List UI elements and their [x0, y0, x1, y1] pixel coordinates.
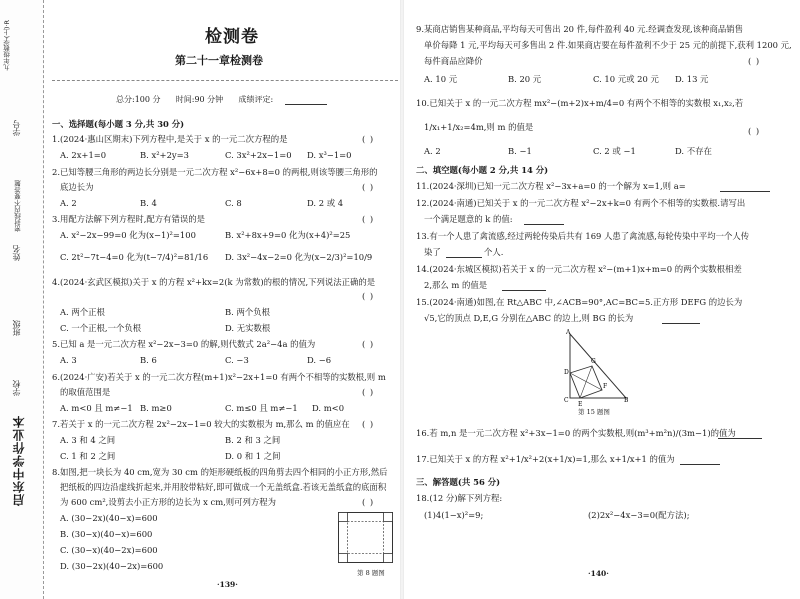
q4-option-b: B. 两个负根 — [225, 307, 270, 317]
q7-answer-paren[interactable]: ( ) — [362, 419, 375, 429]
q14-stem-line1: 14.(2024·东城区模拟)若关于 x 的一元二次方程 x²−(m+1)x+m=0 的两个实数根相差 — [416, 264, 742, 274]
q1-answer-paren[interactable]: ( ) — [362, 134, 375, 144]
seal-note: 密封线内不要答题 — [14, 180, 22, 232]
q5-option-b: B. 6 — [140, 355, 157, 365]
name-label: 姓名 — [12, 245, 21, 261]
section-fill: 二、填空题(每小题 2 分,共 14 分) — [416, 165, 549, 175]
q8-stem-line1: 8.如图,把一块长为 40 cm,宽为 30 cm 的矩形硬纸板的四角剪去四个相同的小正方形,然后 — [52, 467, 388, 477]
q18-part2: (2)2x²−4x−3=0(配方法); — [588, 510, 690, 520]
q2-option-c: C. 8 — [225, 198, 242, 208]
binding-sidebar — [0, 0, 44, 599]
q1-option-b: B. x²+2y=3 — [140, 150, 189, 160]
q3-option-a: A. x²−2x−99=0 化为(x−1)²=100 — [60, 230, 196, 240]
q3-option-c: C. 2t²−7t−4=0 化为(t−7/4)²=81/16 — [60, 252, 209, 262]
page-gutter — [400, 0, 404, 599]
q3-option-b: B. x²+8x+9=0 化为(x+4)²=25 — [225, 230, 351, 240]
svg-text:F: F — [603, 383, 608, 390]
q11-answer-blank[interactable] — [720, 181, 770, 192]
q6-option-a: A. m<0 且 m≠−1 — [60, 403, 133, 413]
exam-meta: 总分:100 分 时间:90 分钟 成绩评定: — [116, 95, 274, 104]
q3-option-d: D. 3x²−4x−2=0 化为(x−2/3)²=10/9 — [225, 252, 373, 262]
q17-answer-blank[interactable] — [680, 454, 720, 465]
q9-option-a: A. 10 元 — [424, 74, 458, 84]
q4-option-a: A. 两个正根 — [60, 307, 105, 317]
q11-stem: 11.(2024·深圳)已知一元二次方程 x²−3x+a=0 的一个解为 x=1,则 a= — [416, 181, 686, 191]
q6-answer-paren[interactable]: ( ) — [362, 387, 375, 397]
q9-stem-line1: 9.某商店销售某种商品,平均每天可售出 20 件,每件盈利 40 元.经调查发现,该种商品销售 — [416, 24, 743, 34]
q16-stem: 16.若 m,n 是一元二次方程 x²+3x−1=0 的两个实数根,则(m³+m²n)/(3m−1)的值为 — [416, 428, 736, 438]
q8-option-c: C. (30−x)(40−2x)=600 — [60, 545, 158, 555]
page-subtitle: 第二十一章检测卷 — [175, 54, 263, 67]
q10-option-a: A. 2 — [424, 146, 441, 156]
q5-option-a: A. 3 — [60, 355, 77, 365]
q13-answer-blank[interactable] — [446, 247, 482, 258]
header-divider — [52, 80, 398, 81]
q4-option-c: C. 一个正根,一个负根 — [60, 323, 142, 333]
q8-answer-paren[interactable]: ( ) — [362, 497, 375, 507]
class-label: 班级 — [12, 320, 21, 336]
figure-15-triangle — [560, 329, 630, 408]
q10-answer-paren[interactable]: ( ) — [748, 126, 761, 136]
q7-option-d: D. 0 和 1 之间 — [225, 451, 281, 461]
page-number-right: ·140· — [588, 569, 609, 578]
q6-stem-line2: 的取值范围是 — [60, 387, 111, 397]
q14-stem-line2: 2,那么 m 的值是 — [424, 280, 488, 290]
q9-answer-paren[interactable]: ( ) — [748, 56, 761, 66]
q16-answer-blank[interactable] — [718, 428, 762, 439]
q7-stem: 7.若关于 x 的一元二次方程 2x²−2x−1=0 较大的实数根为 m,那么 m 的值应在 — [52, 419, 350, 429]
q2-stem-line2: 底边长为 — [60, 182, 94, 192]
q10-option-c: C. 2 或 −1 — [593, 146, 636, 156]
q9-stem-line3: 每件商品应降价 — [424, 56, 483, 66]
q2-option-d: D. 2 或 4 — [307, 198, 344, 208]
q5-option-c: C. −3 — [225, 355, 249, 365]
q10-option-b: B. −1 — [508, 146, 532, 156]
figure-8-caption: 第 8 题图 — [357, 569, 385, 577]
figure-15-caption: 第 15 题图 — [578, 408, 610, 416]
series-title: 启东中学作业本 — [12, 415, 26, 506]
q3-answer-paren[interactable]: ( ) — [362, 214, 375, 224]
q15-answer-blank[interactable] — [662, 313, 700, 324]
id-label: 学号 — [12, 120, 21, 136]
q10-stem-line1: 10.已知关于 x 的一元二次方程 mx²−(m+2)x+m/4=0 有两个不相等的实数根 x₁,x₂,若 — [416, 98, 744, 108]
q9-option-c: C. 10 元或 20 元 — [593, 74, 659, 84]
q4-stem: 4.(2024·玄武区模拟)关于 x 的方程 x²+kx=2(k 为常数)的根的情况,下列说法正确的是 — [52, 277, 376, 287]
q9-option-d: D. 13 元 — [675, 74, 709, 84]
q6-option-d: D. m<0 — [312, 403, 345, 413]
q5-answer-paren[interactable]: ( ) — [362, 339, 375, 349]
q18-part1: (1)4(1−x)²=9; — [424, 510, 484, 520]
q7-option-b: B. 2 和 3 之间 — [225, 435, 281, 445]
q8-option-d: D. (30−2x)(40−2x)=600 — [60, 561, 164, 571]
svg-text:D: D — [564, 369, 569, 376]
q7-option-c: C. 1 和 2 之间 — [60, 451, 116, 461]
page-title: 检测卷 — [205, 27, 259, 47]
q3-stem: 3.用配方法解下列方程时,配方有错误的是 — [52, 214, 206, 224]
q14-answer-blank[interactable] — [502, 280, 546, 291]
svg-text:B: B — [624, 397, 629, 404]
figure-8-box-net — [338, 512, 393, 564]
q6-option-b: B. m≥0 — [140, 403, 172, 413]
q12-answer-blank[interactable] — [524, 214, 564, 225]
school-label: 学校 — [12, 380, 21, 396]
q1-option-c: C. 3x²+2x−1=0 — [225, 150, 292, 160]
q10-stem-line2: 1/x₁+1/x₂=4m,则 m 的值是 — [424, 122, 534, 132]
q8-stem-line3: 为 600 cm²,设剪去小正方形的边长为 x cm,则可列方程为 — [60, 497, 277, 507]
q9-stem-line2: 单价每降 1 元,平均每天可多售出 2 件.如果商店要在每件盈利不少于 25 元的前提下,获利 1200 元, — [424, 40, 792, 50]
q7-option-a: A. 3 和 4 之间 — [60, 435, 116, 445]
q1-option-d: D. x³−1=0 — [307, 150, 352, 160]
q2-option-a: A. 2 — [60, 198, 77, 208]
q5-stem: 5.已知 a 是一元二次方程 x²−2x−3=0 的解,则代数式 2a²−4a 的值为 — [52, 339, 316, 349]
q2-answer-paren[interactable]: ( ) — [362, 182, 375, 192]
svg-text:G: G — [591, 358, 596, 365]
q12-stem-line1: 12.(2024·南通)已知关于 x 的一元二次方程 x²−2x+k=0 有两个不相等的实数根.请写出 — [416, 198, 746, 208]
q18-stem: 18.(12 分)解下列方程: — [416, 493, 503, 503]
q6-option-c: C. m≤0 且 m≠−1 — [225, 403, 298, 413]
q6-stem-line1: 6.(2024·广安)若关于 x 的一元二次方程(m+1)x²−2x+1=0 有两个不相等的实数根,则 m — [52, 372, 386, 382]
q13-stem-end: 个人. — [484, 247, 504, 257]
q4-answer-paren[interactable]: ( ) — [362, 291, 375, 301]
q8-option-a: A. (30−2x)(40−x)=600 — [60, 513, 158, 523]
q13-stem-line1: 13.有一个人患了禽流感,经过两轮传染后共有 169 人患了禽流感,每轮传染中平均一个人传 — [416, 231, 750, 241]
section-choice: 一、选择题(每小题 3 分,共 30 分) — [52, 119, 185, 129]
q8-option-b: B. (30−x)(40−x)=600 — [60, 529, 153, 539]
q1-option-a: A. 2x+1=0 — [60, 150, 107, 160]
q12-stem-line2: 一个满足题意的 k 的值: — [424, 214, 513, 224]
q1-stem: 1.(2024·惠山区期末)下列方程中,是关于 x 的一元二次方程的是 — [52, 134, 288, 144]
svg-text:C: C — [564, 397, 569, 404]
svg-text:E: E — [578, 401, 583, 408]
q2-stem-line1: 2.已知等腰三角形的两边长分别是一元二次方程 x²−6x+8=0 的两根,则该等腰三角形的 — [52, 167, 378, 177]
grade-text: 九年级数学(上)·R — [3, 20, 11, 71]
q13-stem-line2: 染了 — [424, 247, 441, 257]
q17-stem: 17.已知关于 x 的方程 x²+1/x²+2(x+1/x)=1,那么 x+1/x+1 的值为 — [416, 454, 675, 464]
page-number-left: ·139· — [217, 580, 238, 589]
q4-option-d: D. 无实数根 — [225, 323, 271, 333]
q10-option-d: D. 不存在 — [675, 146, 712, 156]
q2-option-b: B. 4 — [140, 198, 157, 208]
q15-stem-line1: 15.(2024·南通)如图,在 Rt△ABC 中,∠ACB=90°,AC=BC=5.正方形 DEFG 的边长为 — [416, 297, 743, 307]
q15-stem-line2: √5,它的顶点 D,E,G 分别在△ABC 的边上,则 BG 的长为 — [424, 313, 634, 323]
svg-text:A: A — [566, 329, 571, 336]
q5-option-d: D. −6 — [307, 355, 332, 365]
q9-option-b: B. 20 元 — [508, 74, 542, 84]
score-blank — [285, 104, 327, 105]
section-solve: 三、解答题(共 56 分) — [416, 477, 501, 487]
q8-stem-line2: 把纸板的四边沿虚线折起来,并用胶带粘好,即可做成一个无盖纸盒.若该无盖纸盒的底面积 — [60, 482, 387, 492]
